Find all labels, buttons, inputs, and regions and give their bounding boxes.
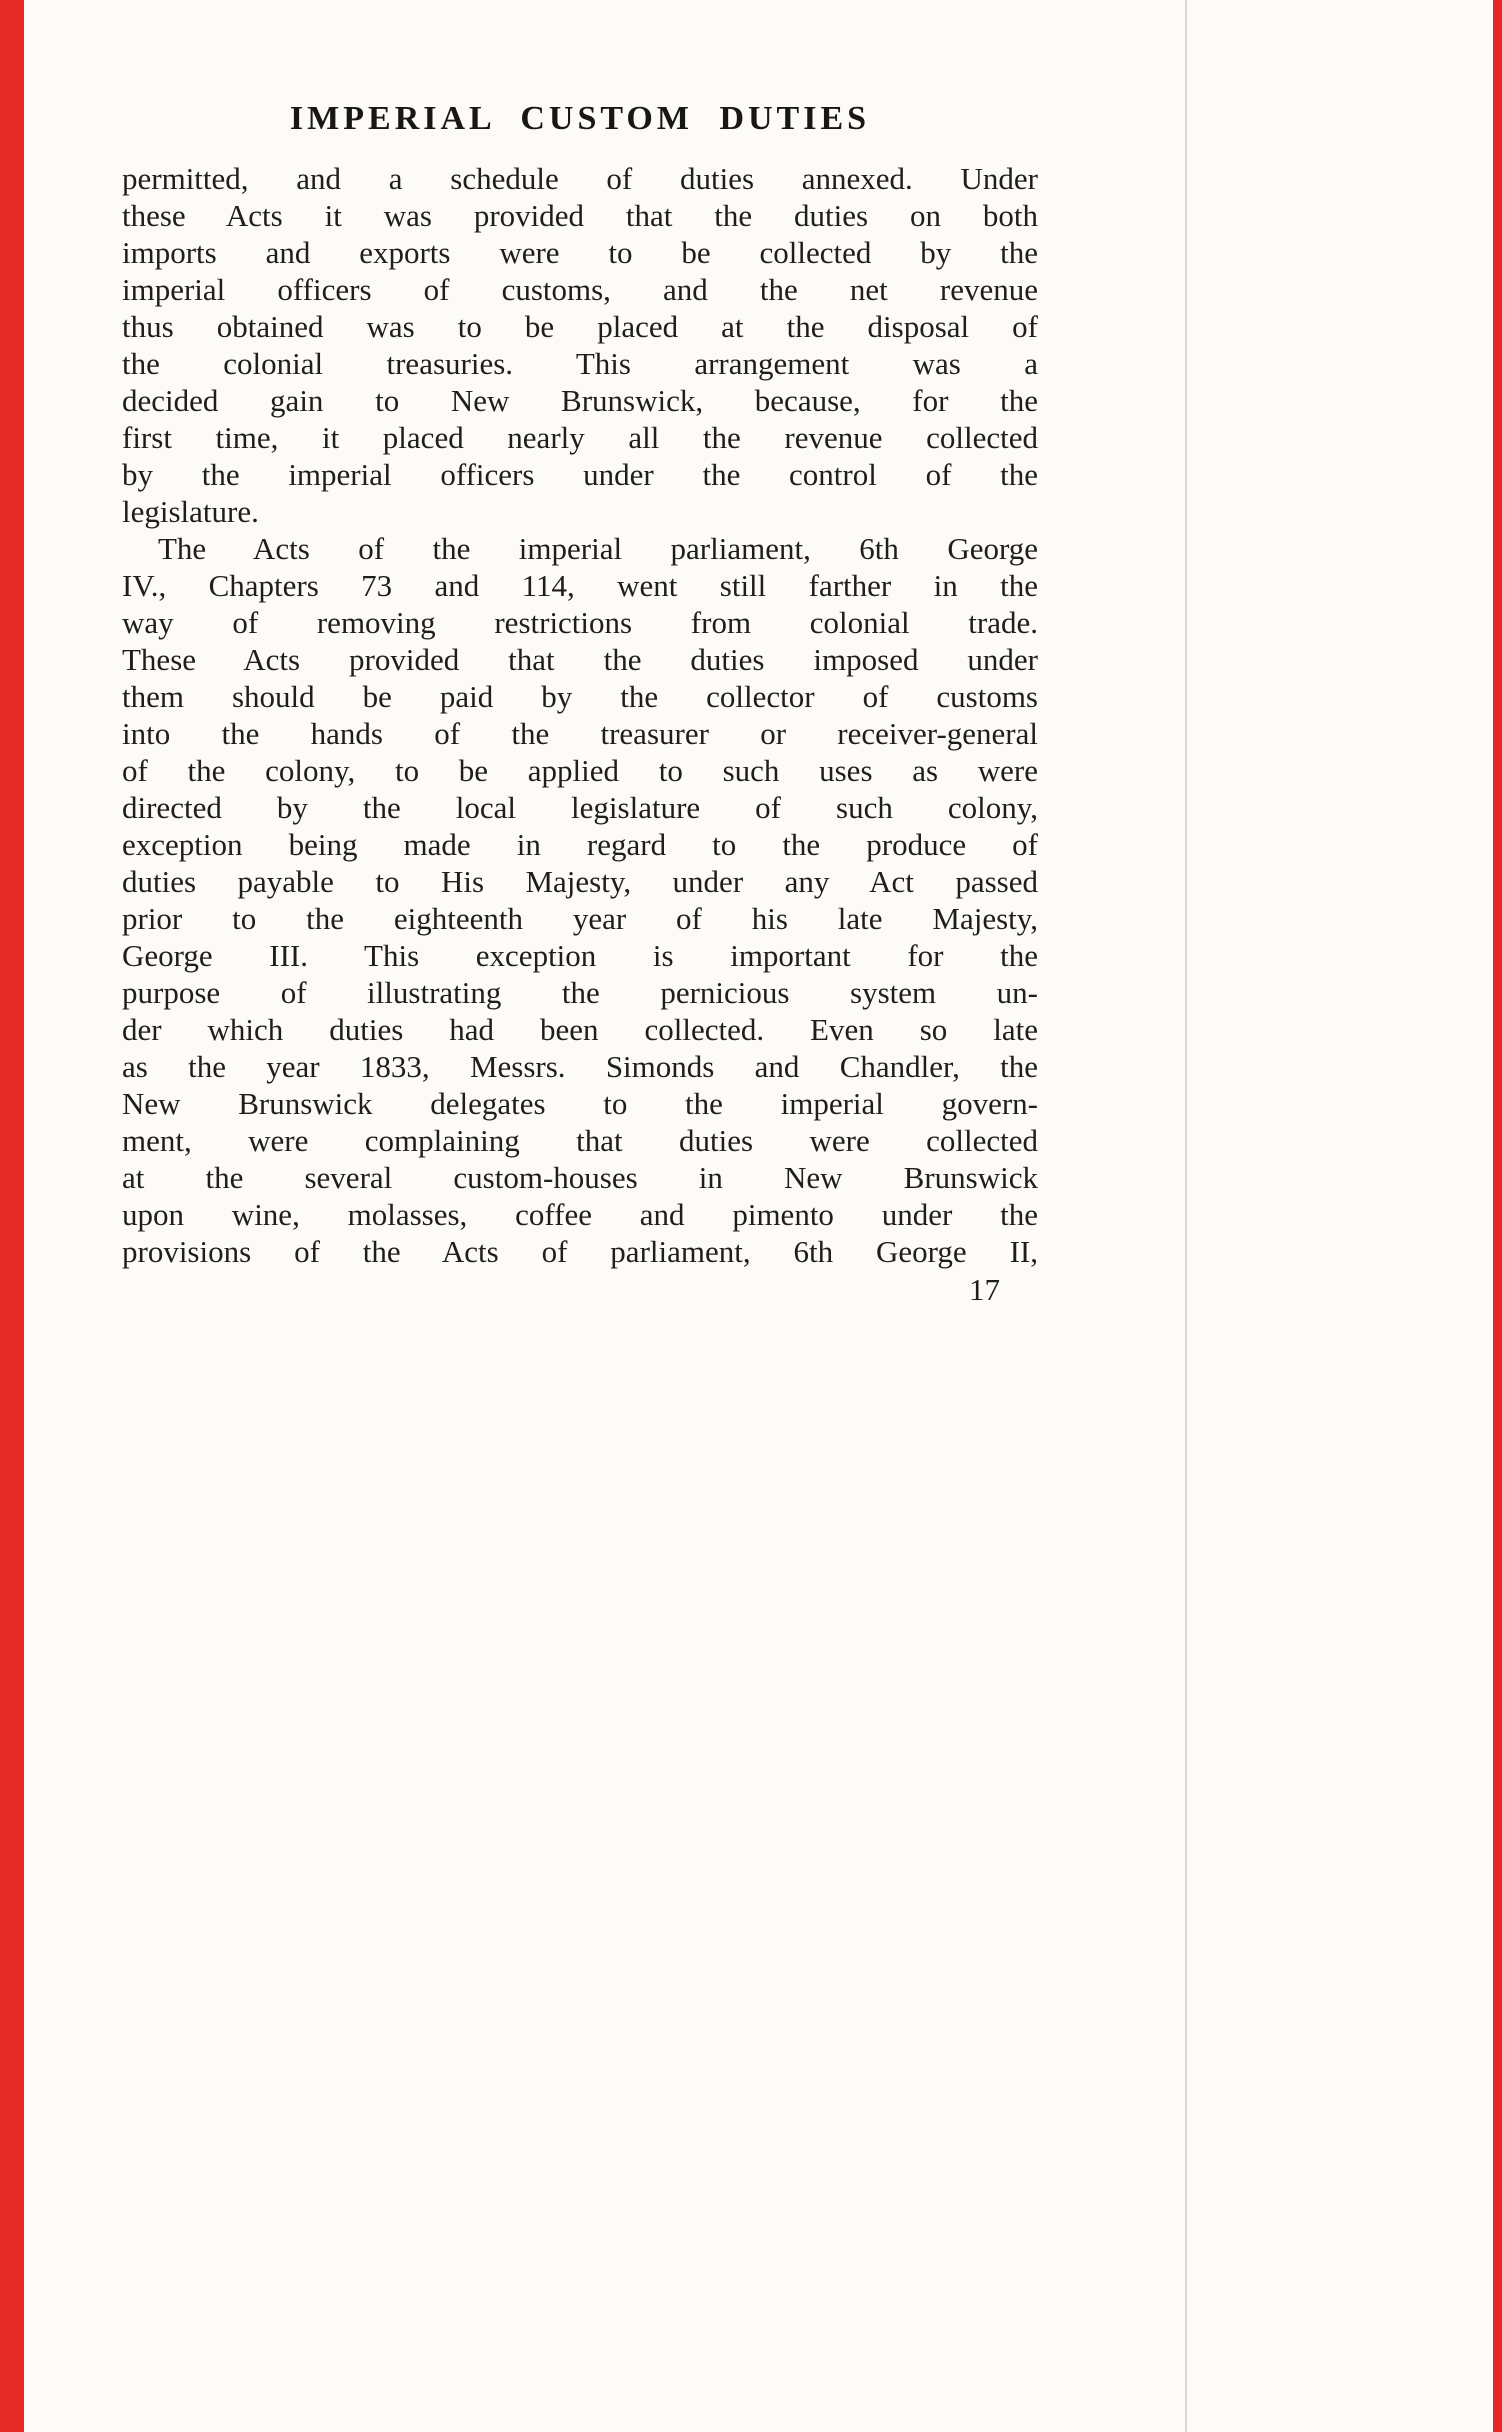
text-line: these Acts it was provided that the duties on both (122, 198, 1038, 233)
text-column (122, 100, 1038, 1308)
text-line: into the hands of the treasurer or receiver-general (122, 716, 1038, 751)
right-edge-stripe (1493, 0, 1502, 2432)
text-line: as the year 1833, Messrs. Simonds and Chandler, the (122, 1049, 1038, 1084)
text-line: prior to the eighteenth year of his late Majesty, (122, 901, 1038, 936)
page-number: 17 (969, 1272, 1000, 1307)
text-line: These Acts provided that the duties imposed under (122, 642, 1038, 677)
running-header: IMPERIAL CUSTOM DUTIES (289, 100, 871, 137)
text-line: first time, it placed nearly all the revenue collected (122, 420, 1038, 455)
paragraph (122, 530, 1038, 1270)
text-line: purpose of illustrating the pernicious system un- (122, 975, 1038, 1010)
text-line: way of removing restrictions from colonial trade. (122, 605, 1038, 640)
text-line: directed by the local legislature of such colony, (122, 790, 1038, 825)
body-text (122, 160, 1038, 1270)
left-edge-stripe (0, 0, 24, 2432)
text-line: at the several custom-houses in New Brunswick (122, 1160, 1038, 1195)
text-line: legislature. (122, 494, 259, 529)
text-line: imports and exports were to be collected by the (122, 235, 1038, 270)
text-line: exception being made in regard to the produce of (122, 827, 1038, 862)
text-line: duties payable to His Majesty, under any Act passed (122, 864, 1038, 899)
text-line: IV., Chapters 73 and 114, went still farther in the (122, 568, 1038, 603)
text-line: The Acts of the imperial parliament, 6th George (158, 531, 1038, 566)
text-line: of the colony, to be applied to such uses as were (122, 753, 1038, 788)
text-line: by the imperial officers under the control of the (122, 457, 1038, 492)
text-line: the colonial treasuries. This arrangement was a (122, 346, 1038, 381)
text-line: permitted, and a schedule of duties annexed. Under (122, 161, 1038, 196)
text-line: them should be paid by the collector of customs (122, 679, 1038, 714)
page-edge-line (1185, 0, 1187, 2432)
text-line: upon wine, molasses, coffee and pimento under the (122, 1197, 1038, 1232)
paragraph (122, 160, 1038, 530)
text-line: ment, were complaining that duties were collected (122, 1123, 1038, 1158)
text-line: der which duties had been collected. Even so late (122, 1012, 1038, 1047)
text-line: provisions of the Acts of parliament, 6th George II, (122, 1234, 1038, 1269)
text-line: thus obtained was to be placed at the disposal of (122, 309, 1038, 344)
text-line: George III. This exception is important for the (122, 938, 1038, 973)
text-line: imperial officers of customs, and the net revenue (122, 272, 1038, 307)
text-line: decided gain to New Brunswick, because, for the (122, 383, 1038, 418)
text-line: New Brunswick delegates to the imperial govern- (122, 1086, 1038, 1121)
